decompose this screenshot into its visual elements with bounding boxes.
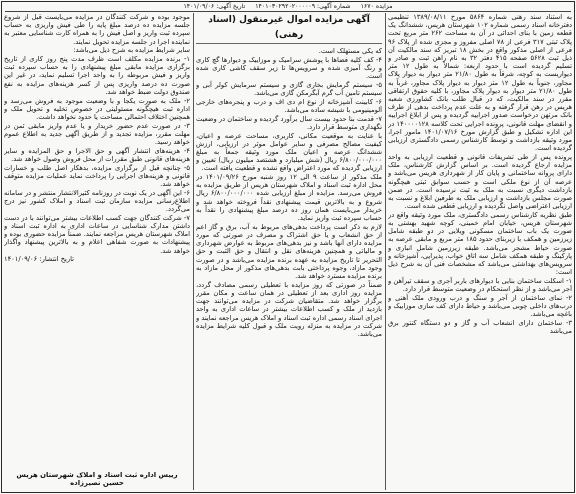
list-item: ۷- قدمت بنا حدود بیست سال برآورد گردیده و ساختمان در وضعیت نگهداری متوسط قرار دارد. (196, 114, 382, 131)
paragraph: ضمناً در صورتی که روز مزایده با تعطیلی رسمی مصادف گردد، مزایده روز اداری بعد از تعطیلی در همان ساعت و مکان مقرر برگزار خواهد شد. متقاضیان شرکت در مزایده می‌توانند جهت بازدید از ملک و کسب اطلاعات بیشتر در ساعات اداری به واحد اجرای اسناد رسمی اداره ثبت اسناد و املاک هریس مراجعه نمایند و شرکت در مزایده به منزله رویت ملک و قبول کلیه شرایط مزایده می‌باشد. (196, 280, 382, 338)
list-item: ۶- کابینت آشپزخانه از نوع ام دی اف و درب و پنجره‌های خارجی آلومینیومی با شیشه ساده می‌باشد. (196, 97, 382, 114)
list-item: ۱- اسکلت ساختمان بنایی با دیوارهای باربر آجری و سقف تیرآهن و آجر می‌باشد و از نظر استحکام در وضعیت متوسط قرار دارد. (388, 277, 572, 294)
publication-date: تاریخ انتشار: ۱۴۰۱/۰۹/۰۶ (4, 255, 75, 264)
signature-block (4, 471, 190, 490)
column-middle (196, 13, 382, 490)
column-divider (193, 13, 194, 490)
paragraph: با عنایت به موقعیت مکانی، کاربری، مساحت عرصه و اعیان، کیفیت مصالح مصرفی و سایر عوامل موثر در ارزیابی، ارزش ششدانگ عرصه و اعیان ملک مورد وثیقه جمعاً به مبلغ ۶/۸۰۰/۰۰۰/۰۰۰ ریال (شش میلیارد و هشتصد میلیون ریال) تعیین و ارزیابی گردیده که مورد اعتراض واقع نشده و قطعیت یافته است. (196, 131, 382, 173)
signature-name: حسین نصیرزاده (70, 479, 124, 488)
list-item: ۴- هزینه‌های انتشار آگهی و حق الاجرا و حق المزایده و سایر هزینه‌های قانونی طبق مقررات از محل فروش وصول خواهد شد. (4, 146, 190, 163)
paragraph: طبق نظریه کارشناس رسمی دادگستری، ملک مورد وثیقه واقع در شهرستان هریس، خیابان امام خمینی، کوچه شهید بهشتی به صورت یک باب ساختمان مسکونی ویلایی در دو طبقه شامل زیرزمین و همکف با زیربنای حدود ۱۸۵ متر مربع و مابقی عرصه به صورت حیاط مشجر می‌باشد. طبقه زیرزمین شامل انباری و پارکینگ و طبقه همکف شامل سه اتاق خواب، پذیرایی، آشپزخانه و سرویس‌های بهداشتی می‌باشد که مشخصات فنی آن به شرح ذیل است: (388, 210, 572, 277)
list-item: ۴- کف کلیه فضاها با پوشش سرامیک و موزاییک و دیوارها گچ کاری و رنگ آمیزی شده و سرویس‌ها تا زیر سقف کاشی کاری شده است. (196, 55, 382, 81)
list-item: ۷- شرکت کنندگان جهت کسب اطلاعات بیشتر می‌توانند با در دست داشتن مدارک شناسایی در ساعات اداری به اداره ثبت اسناد و املاک شهرستان هریس مراجعه نمایند. ضمناً مزایده حضوری بوده و پیشنهادات به صورت شفاهی اعلام و به بالاترین پیشنهاد واگذار خواهد شد. (4, 213, 190, 255)
paragraph: لازم به ذکر است پرداخت بدهی‌های مربوط به آب، برق و گاز اعم از حق انشعاب و یا حق اشتراک و مصرف در صورتی که مورد مزایده دارای آنها باشد و نیز بدهی‌های مربوط به عوارض شهرداری و مالیاتی و همچنین هزینه‌های نقل و انتقال و حق الثبت و حق التحریر تا تاریخ مزایده به عهده برنده مزایده می‌باشد و در صورت وجود مازاد، وجوه پرداختی بابت بدهی‌های مذکور از محل مازاد به برنده مزایده مسترد خواهد شد. (196, 222, 382, 280)
list-item: ۳- در صورت عدم حضور خریدار و یا عدم واریز مابقی ثمن در مهلت مقرر، مزایده تجدید و از طریق آگهی جدید به اطلاع عموم خواهد رسید. (4, 121, 190, 147)
signature-title: رییس اداره ثبت اسناد و املاک شهرستان هریس (16, 470, 178, 479)
paragraph: به استناد سند رهنی شماره ۵۸۶۴ مورخ ۱۳۸۹/۰۸/۱۱ تنظیمی دفترخانه اسناد رسمی شماره ۱۰۲ شهرستان هریس، ششدانگ یک قطعه زمین با بنای احداثی در آن به مساحت ۲۶۲ متر مربع تحت پلاک ثبتی ۳۱۷ فرعی از ۷۸ اصلی مفروز و مجزی شده از پلاک ۹۶ فرعی از اصلی مذکور واقع در بخش ۱۸ تبریز که سند مالکیت آن ذیل ثبت ۵۶۲۸ صفحه ۴۱۵ دفتر ۳۲ به نام راهن ثبت و صادر و تسلیم گردیده است با حدود اربعه: شمالاً به طول ۱۲ متر دیواریست به کوچه، شرقاً به طول ۲۱/۸۰ متر دیوار به دیوار پلاک مجاور، جنوباً به طول ۱۲ متر دیوار به دیوار پلاک مجاور، غرباً به طول ۲۱/۸۰ متر دیوار به دیوار پلاک مجاور، با کلیه حقوق ارتفاقی مقرر در سند مالکیت، که در قبال طلب بانک کشاورزی شعبه هریس در رهن قرار گرفته و به علت عدم پرداخت بدهی از طرف بانک مرتهن درخواست صدور اجراییه گردیده و پس از ابلاغ اجراییه و انقضای مهلت قانونی، پرونده اجرایی تحت کلاسه ۱۴۰۰۰۰۱۲۸ در این اداره تشکیل و طبق گزارش مورخ ۱۴۰۱/۰۷/۱۶ مامور اجرا، مورد وثیقه بازداشت و توسط کارشناس رسمی دادگستری ارزیابی گردیده است. (388, 13, 572, 153)
paragraph: ملک مذکور از ساعت ۹ الی ۱۲ روز شنبه مورخ ۱۴۰۱/۰۹/۲۶ در محل اداره ثبت اسناد و املاک شهرستان هریس از طریق مزایده به فروش می‌رسد. مزایده از مبلغ ارزیابی شده ۶/۸۰۰/۰۰۰/۰۰۰ ریال شروع و به بالاترین قیمت پیشنهادی نقداً فروخته خواهد شد و خریدار می‌بایست همان روز ده درصد مبلغ پیشنهادی را نقداً به حساب سپرده ثبت واریز نماید. (196, 173, 382, 223)
list-item: ۲- ملک به صورت یکجا و با وضعیت موجود به فروش می‌رسد و اداره ثبت هیچگونه مسئولیتی در خصوص تخلیه و تحویل ملک و همچنین اختلاف احتمالی مساحت یا حدود نخواهد داشت. (4, 96, 190, 121)
list-item: ۵- سیستم گرمایش بخاری گازی و سیستم سرمایش کولر آبی و سیستم تامین آب گرم آبگرمکن گازی می‌باشد. (196, 80, 382, 98)
list-item: ۶- این آگهی در یک نوبت در روزنامه کثیرالانتشار منتشر و در سامانه اطلاع‌رسانی مزایده سازمان ثبت اسناد و املاک کشور نیز درج می‌گردد. (4, 188, 190, 214)
column-left (4, 13, 190, 490)
list-item: ۳- ساختمان دارای انشعاب آب و گاز و دو دستگاه کنتور برق می‌باشد (388, 319, 572, 336)
column-left-body (4, 13, 190, 471)
notice-series: مزایده ۱۶۷۰ (360, 3, 393, 10)
list-item: ۲- نمای ساختمان از آجر و سنگ و درب ورودی ملک آهنی و درب‌های داخلی چوبی می‌باشد و حیاط دارای کف سازی موزاییک و باغچه می‌باشد. (388, 293, 572, 319)
notice-title: آگهی مزایده اموال غیرمنقول (اسناد رهنی) (196, 13, 382, 44)
notice-number: شماره آگهی: ۱۴۰۱۰۳۰۲۹۲۰۲۰۰۰۰۰۹ (255, 3, 351, 10)
column-right (388, 13, 572, 490)
paragraph: موجود بوده و شرکت کنندگان در مزایده می‌بایست قبل از شروع جلسه مزایده ده درصد مبلغ پایه را طی فیش واریزی به حساب سپرده ثبت واریز و اصل فیش را به همراه کارت شناسایی معتبر به نماینده اجرا در جلسه مزایده تحویل نمایند. (4, 13, 190, 46)
paragraph: که یکی مستهلک است. (318, 47, 382, 55)
list-item: ۱- برنده مزایده مکلف است ظرف مدت پنج روز کاری از تاریخ برگزاری مزایده مابقی مبلغ پیشنهادی را به حساب سپرده ثبت واریز و فیش مربوطه را به واحد اجرا تسلیم نماید، در غیر این صورت ده درصد واریزی پس از کسر هزینه‌های مزایده به نفع صندوق دولت ضبط خواهد شد. (4, 55, 190, 96)
paragraph: سایر شرایط مزایده به شرح ذیل می‌باشد: (73, 46, 190, 55)
column-divider (385, 13, 386, 490)
notice-date: تاریخ آگهی: ۱۴۰۱/۰۹/۰۶ (183, 3, 246, 10)
notice-header (5, 2, 571, 12)
list-item: ۵- چنانچه قبل از برگزاری مزایده، بدهکار اصل طلب و خسارات قانونی و هزینه‌های اجرایی را پرداخت نماید عملیات مزایده متوقف خواهد شد. (4, 163, 190, 189)
paragraph: پرونده پس از طی تشریفات قانونی و قطعیت ارزیابی به واحد مزایده ارجاع گردیده است. بر اساس گزارش کارشناس، ملک دارای پروانه ساختمانی و پایان کار از شهرداری هریس می‌باشد و عرصه آن از نوع ملکی است و حسب سوابق ثبتی هیچگونه بازداشت دیگری نسبت به ملک به ثبت نرسیده است. در ضمن صورت مجلس بازداشت و ارزیابی ملک به طرفین ابلاغ و نسبت به ارزیابی اعتراضی واصل نگردیده و ارزیابی قطعی شده است. (388, 152, 572, 211)
